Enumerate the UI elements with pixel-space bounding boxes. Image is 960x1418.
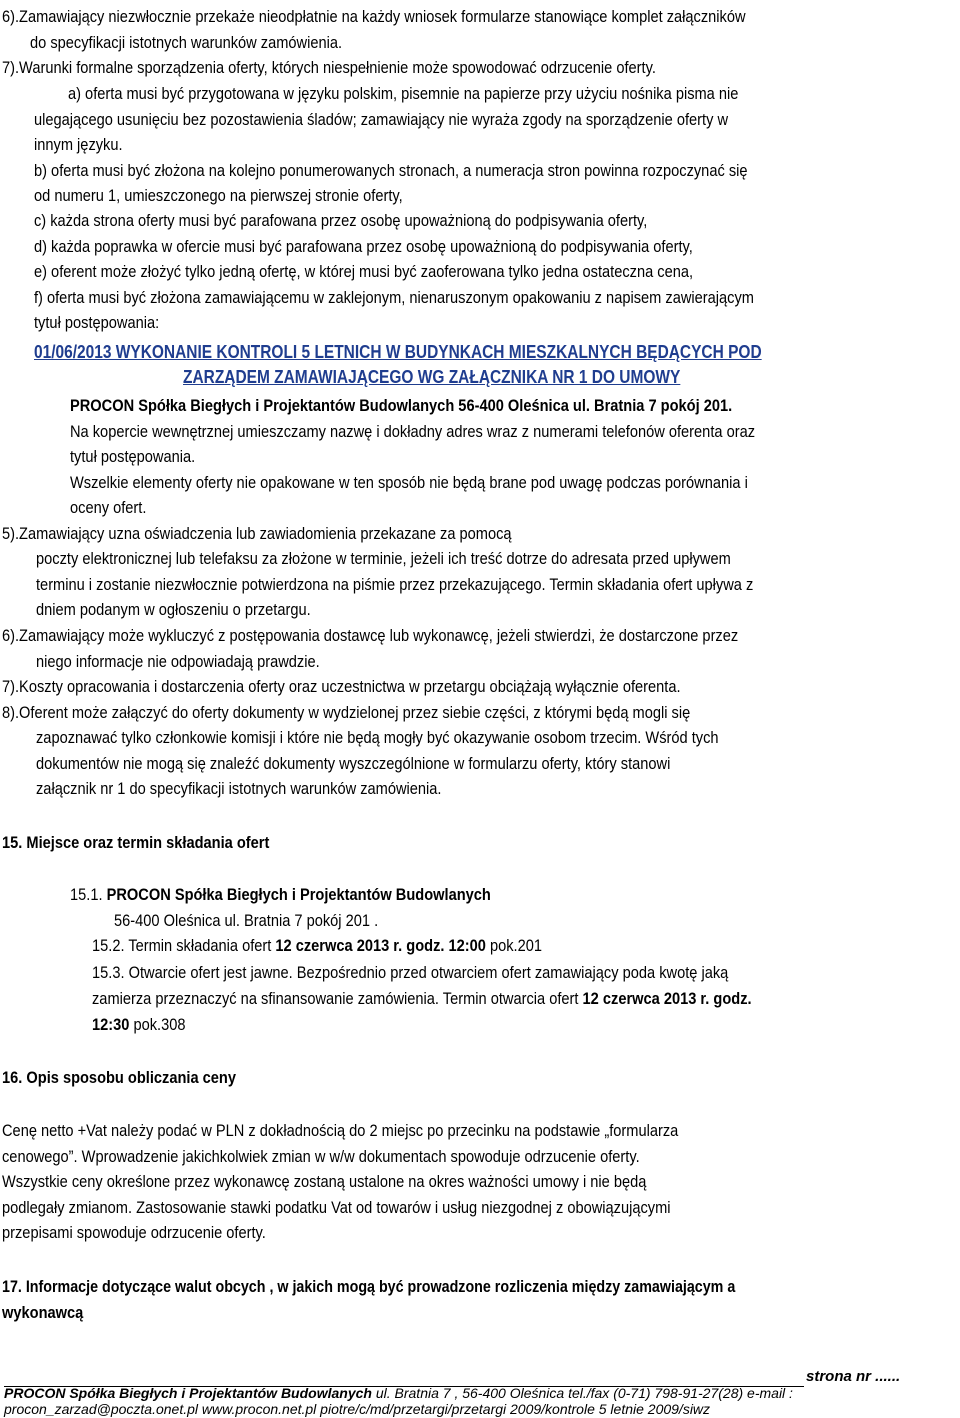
para-8-line1: 8).Oferent może załączyć do oferty dokumenty w wydzielonej przez siebie części, z którymi będą mogli się xyxy=(2,703,691,722)
para-5-line1: 5).Zamawiający uzna oświadczenia lub zawiadomienia przekazane za pomocą xyxy=(2,524,512,543)
item-a-line3: innym języku. xyxy=(34,135,123,154)
s151-line xyxy=(70,884,491,906)
s151-address: 56-400 Oleśnica ul. Bratnia 7 pokój 201 . xyxy=(114,911,379,930)
s153-opening-time: 12:30 xyxy=(92,1015,130,1034)
para-7b: 7).Koszty opracowania i dostarczenia oferty oraz uczestnictwa w przetargu obciążają wyłącznie oferenta. xyxy=(2,677,681,696)
s152-line xyxy=(92,935,542,957)
item-b-line1: b) oferta musi być złożona na kolejno ponumerowanych stronach, a numeracja stron powinna rozpoczynać się xyxy=(34,161,748,180)
item-c: c) każda strona oferty musi być parafowana przez osobę upoważnioną do podpisywania oferty, xyxy=(34,211,648,230)
item-e: e) oferent może złożyć tylko jedną ofertę, w której musi być zaoferowana tylko jedna ostateczna cena, xyxy=(34,262,694,281)
s152-deadline: 12 czerwca 2013 r. godz. 12:00 xyxy=(275,936,486,955)
item-a-line2: ulegającego usunięciu bez pozostawienia śladów; zamawiający nie wyraża zgody na sporządzenie oferty w xyxy=(34,110,729,129)
price-line1: Cenę netto +Vat należy podać w PLN z dokładnością do 2 miejsc po przecinku na podstawie „formularza xyxy=(2,1121,679,1140)
para-7-heading: 7).Warunki formalne sporządzenia oferty, których niespełnienie może spowodować odrzucenie oferty. xyxy=(2,58,656,77)
item-f-line1: f) oferta musi być złożona zamawiającemu w zaklejonym, nienaruszonym opakowaniu z napisem zawierającym xyxy=(34,288,754,307)
page-number: strona nr ...... xyxy=(806,1368,901,1385)
footer-company: PROCON Spółka Biegłych i Projektantów Budowlanych xyxy=(4,1385,372,1401)
item-f-line2: tytuł postępowania: xyxy=(34,313,160,332)
packaging-note-line2: oceny ofert. xyxy=(70,498,147,517)
para-6-line2: do specyfikacji istotnych warunków zamówienia. xyxy=(30,33,343,52)
para-5-line4: dniem podanym w ogłoszeniu o przetargu. xyxy=(36,600,311,619)
para-6b-line1: 6).Zamawiający może wykluczyć z postępowania dostawcę lub wykonawcę, jeżeli stwierdzi, że dostarczone przez xyxy=(2,626,739,645)
para-6b-line2: niego informacje nie odpowiadają prawdzie. xyxy=(36,652,320,671)
price-line5: przepisami spowoduje odrzucenie oferty. xyxy=(2,1223,266,1242)
s151-company: PROCON Spółka Biegłych i Projektantów Budowlanych xyxy=(106,885,491,904)
s153-text: zamierza przeznaczyć na sfinansowanie zamówienia. Termin otwarcia ofert xyxy=(92,989,579,1008)
envelope-note-line1: Na kopercie wewnętrznej umieszczamy nazwę i dokładny adres wraz z numerami telefonów oferenta oraz xyxy=(70,422,756,441)
s153-opening-date: 12 czerwca 2013 r. godz. xyxy=(582,989,752,1008)
price-line3: Wszystkie ceny określone przez wykonawcę zostaną ustalone na okres ważności umowy i nie będą xyxy=(2,1172,647,1191)
section-15-heading: 15. Miejsce oraz termin składania ofert xyxy=(2,833,270,852)
item-a-line1: a) oferta musi być przygotowana w języku polskim, pisemnie na papierze przy użyciu nośnika pisma nie xyxy=(68,84,739,103)
envelope-note-line2: tytuł postępowania. xyxy=(70,447,196,466)
s153-room: pok.308 xyxy=(133,1015,186,1034)
para-6-line1: 6).Zamawiający niezwłocznie przekaże nieodpłatnie na każdy wniosek formularze stanowiące komplet załączników xyxy=(2,7,746,26)
s153-line2 xyxy=(92,988,752,1010)
footer-line2: procon_zarzad@poczta.onet.pl www.procon.net.pl piotre/c/md/przetargi/przetargi 2009/kontrole 5 letnie 2009/siwz xyxy=(4,1401,711,1417)
tender-title-line2: ZARZĄDEM ZAMAWIAJĄCEGO WG ZAŁĄCZNIKA NR 1 DO UMOWY xyxy=(183,367,681,387)
para-8-line4: załącznik nr 1 do specyfikacji istotnych warunków zamówienia. xyxy=(36,779,442,798)
s153-line1: 15.3. Otwarcie ofert jest jawne. Bezpośrednio przed otwarciem ofert zamawiający poda kwotę jaką xyxy=(92,963,729,982)
tender-title-line1: 01/06/2013 WYKONANIE KONTROLI 5 LETNICH W BUDYNKACH MIESZKALNYCH BĘDĄCYCH POD xyxy=(34,342,762,362)
price-line4: podlegały zmianom. Zastosowanie stawki podatku Vat od towarów i usług niezgodnej z obowiązującymi xyxy=(2,1198,671,1217)
procon-address: PROCON Spółka Biegłych i Projektantów Budowlanych 56-400 Oleśnica ul. Bratnia 7 pokój 201. xyxy=(70,396,733,415)
s151-number: 15.1. xyxy=(70,885,103,904)
section-16-heading: 16. Opis sposobu obliczania ceny xyxy=(2,1068,236,1087)
item-b-line2: od numeru 1, umieszczonego na pierwszej stronie oferty, xyxy=(34,186,403,205)
s152-label: 15.2. Termin składania ofert xyxy=(92,936,272,955)
para-8-line3: dokumentów nie mogą się znaleźć dokumenty wyszczególnione w formularzu oferty, który stanowi xyxy=(36,754,671,773)
s153-line3 xyxy=(92,1014,185,1036)
para-8-line2: zapoznawać tylko członkowie komisji i które nie będą mogły być okazywanie osobom trzecim. Wśród tych xyxy=(36,728,719,747)
section-17-heading-line1: 17. Informacje dotyczące walut obcych , w jakich mogą być prowadzone rozliczenia między zamawiającym a xyxy=(2,1277,736,1296)
item-d: d) każda poprawka w ofercie musi być parafowana przez osobę upoważnioną do podpisywania oferty, xyxy=(34,237,693,256)
price-line2: cenowego”. Wprowadzenie jakichkolwiek zmian w w/w dokumentach spowoduje odrzucenie oferty. xyxy=(2,1147,640,1166)
para-5-line3: terminu i zostanie niezwłocznie potwierdzona na piśmie przez przekazującego. Termin składania ofert upływa z xyxy=(36,575,754,594)
footer-contact: ul. Bratnia 7 , 56-400 Oleśnica tel./fax (0-71) 798-91-27(28) e-mail : xyxy=(375,1385,793,1401)
s152-room: pok.201 xyxy=(489,936,543,955)
section-17-heading-line2: wykonawcą xyxy=(2,1303,84,1322)
packaging-note-line1: Wszelkie elementy oferty nie opakowane w ten sposób nie będą brane pod uwagę podczas porównania i xyxy=(70,473,748,492)
para-5-line2: poczty elektronicznej lub telefaksu za złożone w terminie, jeżeli ich treść dotrze do adresata przed upływem xyxy=(36,549,731,568)
